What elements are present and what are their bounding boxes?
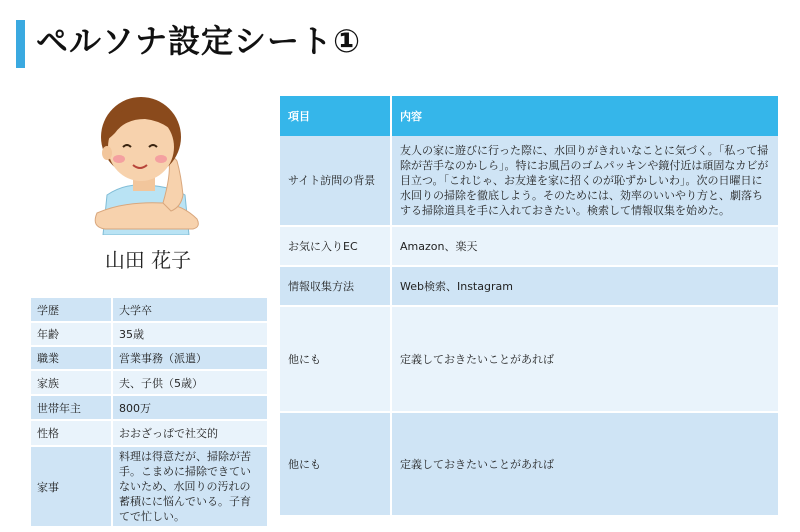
- profile-label: 職業: [31, 346, 112, 370]
- header-content: 内容: [391, 96, 779, 136]
- detail-value: 定義しておきたいことがあれば: [391, 306, 779, 412]
- profile-row-income: [31, 395, 267, 420]
- detail-label: お気に入りEC: [280, 226, 391, 266]
- header-item: 項目: [280, 96, 391, 136]
- profile-row-personality: [31, 420, 267, 446]
- profile-row-job: [31, 346, 267, 370]
- detail-row-visit-background: [280, 136, 779, 226]
- profile-value: 大学卒: [112, 298, 267, 322]
- detail-header-row: [280, 96, 779, 136]
- woman-illustration-icon: [85, 95, 210, 235]
- profile-value: 夫、子供（5歳）: [112, 370, 267, 395]
- profile-label: 年齢: [31, 322, 112, 346]
- detail-label: サイト訪問の背景: [280, 136, 391, 226]
- profile-label: 性格: [31, 420, 112, 446]
- profile-row-family: [31, 370, 267, 395]
- profile-row-housework: [31, 446, 267, 527]
- detail-value: 友人の家に遊びに行った際に、水回りがきれいなことに気づく。「私って掃除が苦手なのかしら」。特にお風呂のゴムパッキンや鏡付近は頑固なカビが目立つ。「これじゃ、お友達を家に招くのが恥ずかしいわ」。次の日曜日に水回りの掃除を徹底しよう。そのためには、効率のいいやり方と、劇落ちする掃除道具を手に入れておきたい。検索して情報収集を始めた。: [391, 136, 779, 226]
- profile-label: 家族: [31, 370, 112, 395]
- detail-label: 他にも: [280, 306, 391, 412]
- detail-row-other-2: [280, 412, 779, 516]
- profile-value: 料理は得意だが、掃除が苦手。こまめに掃除できていないため、水回りの汚れの蓄積にに悩んでいる。子育てで忙しい。: [112, 446, 267, 527]
- profile-table: [31, 298, 267, 528]
- detail-row-favorite-ec: [280, 226, 779, 266]
- title-accent-bar: [16, 20, 25, 68]
- detail-label: 情報収集方法: [280, 266, 391, 306]
- page-title: ペルソナ設定シート①: [36, 22, 362, 60]
- profile-row-education: [31, 298, 267, 322]
- detail-value: Web検索、Instagram: [391, 266, 779, 306]
- detail-row-other-1: [280, 306, 779, 412]
- detail-row-info-gathering: [280, 266, 779, 306]
- detail-value: Amazon、楽天: [391, 226, 779, 266]
- profile-label: 学歴: [31, 298, 112, 322]
- profile-value: 営業事務（派遣）: [112, 346, 267, 370]
- profile-value: 800万: [112, 395, 267, 420]
- profile-label: 家事: [31, 446, 112, 527]
- detail-value: 定義しておきたいことがあれば: [391, 412, 779, 516]
- detail-table: [280, 96, 780, 517]
- profile-label: 世帯年主: [31, 395, 112, 420]
- profile-value: おおざっぱで社交的: [112, 420, 267, 446]
- detail-label: 他にも: [280, 412, 391, 516]
- profile-value: 35歳: [112, 322, 267, 346]
- persona-name: 山田 花子: [104, 248, 192, 272]
- profile-row-age: [31, 322, 267, 346]
